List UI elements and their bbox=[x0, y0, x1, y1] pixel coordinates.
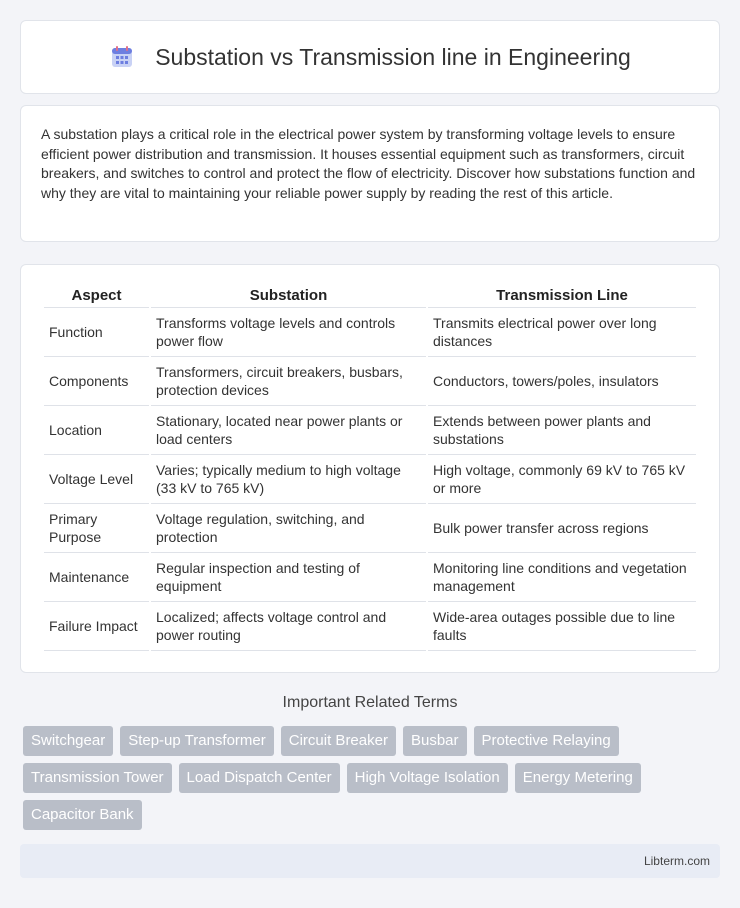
table-row bbox=[44, 602, 696, 651]
table-row bbox=[44, 504, 696, 553]
column-header-aspect: Aspect bbox=[44, 285, 149, 308]
table-cell: Localized; affects voltage control and power routing bbox=[151, 602, 426, 651]
related-term-tag[interactable]: Busbar bbox=[403, 726, 467, 756]
table-cell: Location bbox=[44, 406, 149, 455]
column-header-substation: Substation bbox=[151, 285, 426, 308]
table-row bbox=[44, 308, 696, 357]
table-cell: Transmits electrical power over long distances bbox=[428, 308, 696, 357]
table-cell: Conductors, towers/poles, insulators bbox=[428, 357, 696, 406]
footer bbox=[20, 844, 720, 878]
table-row bbox=[44, 357, 696, 406]
table-cell: Regular inspection and testing of equipment bbox=[151, 553, 426, 602]
table-cell: Stationary, located near power plants or load centers bbox=[151, 406, 426, 455]
table-row bbox=[44, 553, 696, 602]
table-row bbox=[44, 455, 696, 504]
related-term-tag[interactable]: Step-up Transformer bbox=[120, 726, 274, 756]
page-title: Substation vs Transmission line in Engineering bbox=[155, 43, 631, 70]
related-term-tag[interactable]: Capacitor Bank bbox=[23, 800, 142, 830]
related-term-tag[interactable]: Switchgear bbox=[23, 726, 113, 756]
comparison-table bbox=[42, 285, 698, 651]
related-term-tag[interactable]: High Voltage Isolation bbox=[347, 763, 508, 793]
calendar-icon bbox=[109, 44, 135, 70]
table-cell: Transformers, circuit breakers, busbars, protection devices bbox=[151, 357, 426, 406]
table-cell: Primary Purpose bbox=[44, 504, 149, 553]
footer-site-link[interactable]: Libterm.com bbox=[643, 854, 710, 868]
table-cell: Monitoring line conditions and vegetation management bbox=[428, 553, 696, 602]
related-term-tag[interactable]: Transmission Tower bbox=[23, 763, 172, 793]
table-cell: Failure Impact bbox=[44, 602, 149, 651]
table-cell: Transforms voltage levels and controls power flow bbox=[151, 308, 426, 357]
related-term-tag[interactable]: Circuit Breaker bbox=[281, 726, 396, 756]
table-header-row bbox=[44, 285, 696, 308]
table-cell: Components bbox=[44, 357, 149, 406]
table-cell: Voltage Level bbox=[44, 455, 149, 504]
intro-paragraph: A substation plays a critical role in the electrical power system by transforming voltage levels to ensure efficient power distribution and transmission. It houses essential equipment such as transformers, circuit breakers, and switches to control and protect the flow of electricity. Discover how substations function and why they are vital to maintaining your reliable power supply by reading the rest of this article. bbox=[41, 126, 696, 201]
related-term-tag[interactable]: Protective Relaying bbox=[474, 726, 619, 756]
table-cell: Extends between power plants and substations bbox=[428, 406, 696, 455]
table-cell: Voltage regulation, switching, and protection bbox=[151, 504, 426, 553]
table-row bbox=[44, 406, 696, 455]
title-card bbox=[20, 20, 720, 94]
table-cell: Bulk power transfer across regions bbox=[428, 504, 696, 553]
table-cell: Function bbox=[44, 308, 149, 357]
comparison-table-card bbox=[20, 264, 720, 673]
related-terms-list bbox=[23, 726, 703, 837]
related-term-tag[interactable]: Energy Metering bbox=[515, 763, 641, 793]
table-cell: Maintenance bbox=[44, 553, 149, 602]
related-term-tag[interactable]: Load Dispatch Center bbox=[179, 763, 340, 793]
table-cell: Varies; typically medium to high voltage (33 kV to 765 kV) bbox=[151, 455, 426, 504]
intro-card bbox=[20, 105, 720, 242]
column-header-transmission-line: Transmission Line bbox=[428, 285, 696, 308]
related-terms-heading: Important Related Terms bbox=[282, 694, 458, 711]
table-cell: Wide-area outages possible due to line faults bbox=[428, 602, 696, 651]
table-cell: High voltage, commonly 69 kV to 765 kV or more bbox=[428, 455, 696, 504]
